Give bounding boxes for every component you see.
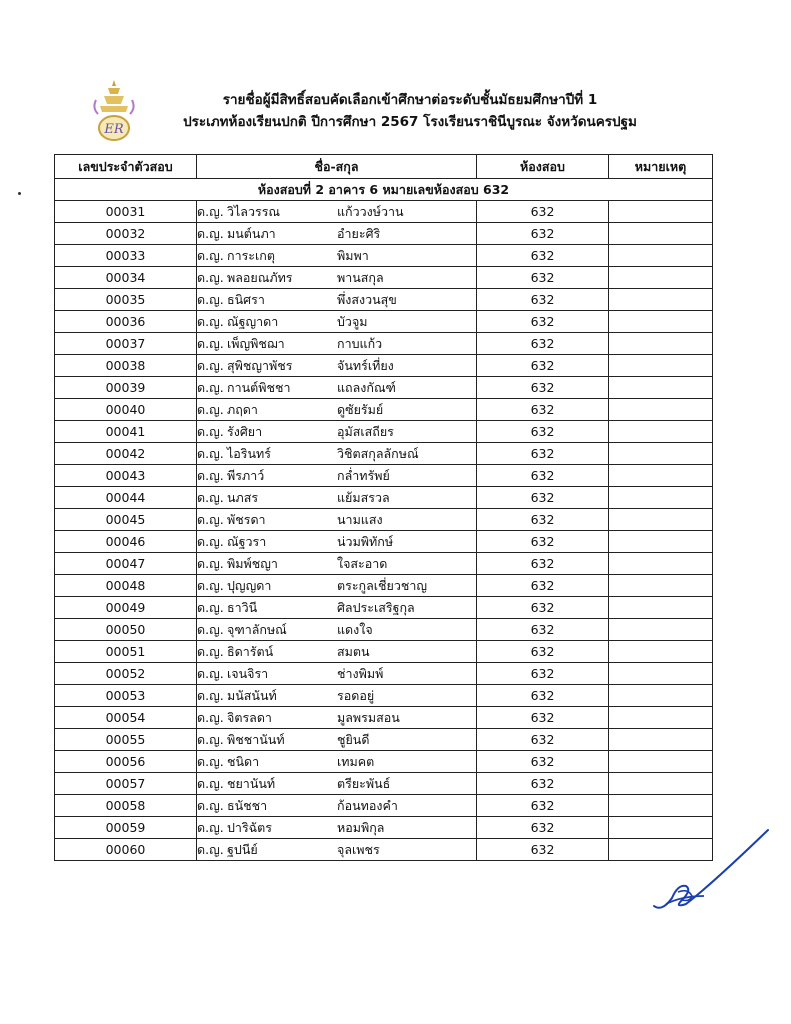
- room-cell: 632: [477, 223, 609, 245]
- last-name: สมตน: [337, 644, 370, 659]
- name-prefix: ด.ญ.: [197, 402, 224, 417]
- table-row: [55, 531, 713, 553]
- last-name: ดูซัยรัมย์: [337, 402, 384, 417]
- remark-cell: [609, 289, 713, 311]
- school-crest-icon: [92, 78, 136, 144]
- room-cell: 632: [477, 839, 609, 861]
- name-cell: [197, 487, 477, 509]
- name-cell: [197, 751, 477, 773]
- section-label: ห้องสอบที่ 2 อาคาร 6 หมายเลขห้องสอบ 632: [55, 179, 713, 201]
- first-name: มนัสนันท์: [227, 688, 277, 703]
- room-cell: 632: [477, 201, 609, 223]
- exam-id-cell: 00041: [55, 421, 197, 443]
- exam-id-cell: 00036: [55, 311, 197, 333]
- name-prefix: ด.ญ.: [197, 490, 224, 505]
- name-cell: [197, 619, 477, 641]
- room-cell: 632: [477, 553, 609, 575]
- room-cell: 632: [477, 443, 609, 465]
- remark-cell: [609, 201, 713, 223]
- table-row: [55, 707, 713, 729]
- exam-id-cell: 00047: [55, 553, 197, 575]
- name-cell: [197, 663, 477, 685]
- exam-id-cell: 00032: [55, 223, 197, 245]
- table-row: [55, 729, 713, 751]
- name-cell: [197, 641, 477, 663]
- first-name: ธิดารัตน์: [227, 644, 274, 659]
- table-row: [55, 377, 713, 399]
- first-name: รังศิยา: [227, 424, 263, 439]
- name-prefix: ด.ญ.: [197, 820, 224, 835]
- first-name: พัชรดา: [227, 512, 266, 527]
- remark-cell: [609, 751, 713, 773]
- name-prefix: ด.ญ.: [197, 468, 224, 483]
- room-cell: 632: [477, 773, 609, 795]
- table-row: [55, 663, 713, 685]
- name-prefix: ด.ญ.: [197, 534, 224, 549]
- name-cell: [197, 289, 477, 311]
- last-name: พานสกุล: [337, 270, 384, 285]
- table-row: [55, 795, 713, 817]
- name-cell: [197, 509, 477, 531]
- remark-cell: [609, 333, 713, 355]
- name-cell: [197, 575, 477, 597]
- exam-id-cell: 00058: [55, 795, 197, 817]
- table-row: [55, 201, 713, 223]
- exam-id-cell: 00054: [55, 707, 197, 729]
- last-name: อำยะศิริ: [337, 226, 381, 241]
- room-cell: 632: [477, 575, 609, 597]
- name-prefix: ด.ญ.: [197, 314, 224, 329]
- last-name: วิชิตสกุลลักษณ์: [337, 446, 419, 461]
- remark-cell: [609, 685, 713, 707]
- first-name: ภฤดา: [227, 402, 258, 417]
- exam-id-cell: 00034: [55, 267, 197, 289]
- name-cell: [197, 399, 477, 421]
- table-row: [55, 751, 713, 773]
- name-prefix: ด.ญ.: [197, 776, 224, 791]
- table-row: [55, 443, 713, 465]
- name-prefix: ด.ญ.: [197, 688, 224, 703]
- room-cell: 632: [477, 465, 609, 487]
- room-cell: 632: [477, 663, 609, 685]
- exam-id-cell: 00042: [55, 443, 197, 465]
- last-name: กาบแก้ว: [337, 336, 383, 351]
- remark-cell: [609, 663, 713, 685]
- remark-cell: [609, 553, 713, 575]
- room-cell: 632: [477, 531, 609, 553]
- remark-cell: [609, 377, 713, 399]
- room-cell: 632: [477, 399, 609, 421]
- exam-id-cell: 00044: [55, 487, 197, 509]
- remark-cell: [609, 509, 713, 531]
- first-name: นภสร: [227, 490, 259, 505]
- first-name: เจนจิรา: [227, 666, 269, 681]
- room-cell: 632: [477, 817, 609, 839]
- name-cell: [197, 245, 477, 267]
- last-name: เทมคต: [337, 754, 375, 769]
- first-name: พีรภาว์: [227, 468, 265, 483]
- table-row: [55, 575, 713, 597]
- name-prefix: ด.ญ.: [197, 754, 224, 769]
- svg-text:ER: ER: [104, 122, 124, 137]
- name-cell: [197, 333, 477, 355]
- name-cell: [197, 267, 477, 289]
- remark-cell: [609, 355, 713, 377]
- first-name: พิมพ์ชญา: [227, 556, 278, 571]
- room-cell: 632: [477, 289, 609, 311]
- table-row: [55, 355, 713, 377]
- name-cell: [197, 553, 477, 575]
- name-prefix: ด.ญ.: [197, 292, 224, 307]
- last-name: ใจสะอาด: [337, 556, 388, 571]
- exam-id-cell: 00031: [55, 201, 197, 223]
- table-row: [55, 685, 713, 707]
- remark-cell: [609, 267, 713, 289]
- name-prefix: ด.ญ.: [197, 204, 224, 219]
- table-row: [55, 509, 713, 531]
- table-row: [55, 399, 713, 421]
- last-name: มูลพรมสอน: [337, 710, 400, 725]
- first-name: มนต์นภา: [227, 226, 276, 241]
- last-name: กล่ำทรัพย์: [337, 468, 390, 483]
- name-cell: [197, 443, 477, 465]
- name-prefix: ด.ญ.: [197, 556, 224, 571]
- exam-id-cell: 00040: [55, 399, 197, 421]
- room-cell: 632: [477, 795, 609, 817]
- room-cell: 632: [477, 245, 609, 267]
- room-cell: 632: [477, 267, 609, 289]
- name-cell: [197, 421, 477, 443]
- last-name: จุลเพชร: [337, 842, 380, 857]
- name-cell: [197, 223, 477, 245]
- room-cell: 632: [477, 597, 609, 619]
- exam-id-cell: 00055: [55, 729, 197, 751]
- remark-cell: [609, 575, 713, 597]
- exam-id-cell: 00035: [55, 289, 197, 311]
- exam-id-cell: 00050: [55, 619, 197, 641]
- remark-cell: [609, 729, 713, 751]
- name-prefix: ด.ญ.: [197, 666, 224, 681]
- name-prefix: ด.ญ.: [197, 798, 224, 813]
- name-cell: [197, 839, 477, 861]
- first-name: วิไลวรรณ: [227, 204, 281, 219]
- name-prefix: ด.ญ.: [197, 710, 224, 725]
- name-prefix: ด.ญ.: [197, 600, 224, 615]
- name-prefix: ด.ญ.: [197, 512, 224, 527]
- name-cell: [197, 795, 477, 817]
- column-header-remark: หมายเหตุ: [609, 155, 713, 179]
- first-name: ฐปนีย์: [227, 842, 258, 857]
- section-row: [55, 179, 713, 201]
- room-cell: 632: [477, 377, 609, 399]
- last-name: ช่างพิมพ์: [337, 666, 384, 681]
- last-name: นามแสง: [337, 512, 383, 527]
- first-name: พิชชานันท์: [227, 732, 285, 747]
- table-row: [55, 597, 713, 619]
- exam-id-cell: 00038: [55, 355, 197, 377]
- table-row: [55, 421, 713, 443]
- remark-cell: [609, 487, 713, 509]
- remark-cell: [609, 641, 713, 663]
- first-name: ปาริฉัตร: [227, 820, 273, 835]
- first-name: กานต์พิชชา: [227, 380, 291, 395]
- first-name: ณัฐญาดา: [227, 314, 279, 329]
- table-row: [55, 839, 713, 861]
- exam-id-cell: 00049: [55, 597, 197, 619]
- name-prefix: ด.ญ.: [197, 446, 224, 461]
- exam-id-cell: 00053: [55, 685, 197, 707]
- first-name: ชยานันท์: [227, 776, 276, 791]
- room-cell: 632: [477, 509, 609, 531]
- document-title: รายชื่อผู้มีสิทธิ์สอบคัดเลือกเข้าศึกษาต่อระดับชั้นมัธยมศึกษาปีที่ 1: [222, 92, 598, 108]
- name-cell: [197, 355, 477, 377]
- remark-cell: [609, 245, 713, 267]
- table-row: [55, 817, 713, 839]
- name-cell: [197, 707, 477, 729]
- first-name: การะเกตุ: [227, 248, 275, 263]
- name-cell: [197, 685, 477, 707]
- exam-id-cell: 00037: [55, 333, 197, 355]
- last-name: จันทร์เที่ยง: [337, 358, 394, 373]
- name-prefix: ด.ญ.: [197, 336, 224, 351]
- last-name: พิมพา: [337, 248, 369, 263]
- exam-id-cell: 00048: [55, 575, 197, 597]
- name-prefix: ด.ญ.: [197, 622, 224, 637]
- last-name: พึ่งสงวนสุข: [337, 292, 397, 307]
- last-name: น่วมพิทักษ์: [337, 534, 394, 549]
- name-prefix: ด.ญ.: [197, 248, 224, 263]
- remark-cell: [609, 795, 713, 817]
- remark-cell: [609, 311, 713, 333]
- last-name: ก้อนทองคำ: [337, 798, 398, 813]
- remark-cell: [609, 399, 713, 421]
- name-prefix: ด.ญ.: [197, 842, 224, 857]
- signature-icon: [652, 826, 772, 916]
- table-row: [55, 245, 713, 267]
- last-name: แดงใจ: [337, 622, 373, 637]
- column-header-name: ชื่อ-สกุล: [197, 155, 477, 179]
- first-name: ธาวินี: [227, 600, 258, 615]
- last-name: อุมัสเสถียร: [337, 424, 394, 439]
- name-prefix: ด.ญ.: [197, 732, 224, 747]
- name-cell: [197, 729, 477, 751]
- room-cell: 632: [477, 641, 609, 663]
- first-name: ไอรินทร์: [227, 446, 272, 461]
- column-header-room: ห้องสอบ: [477, 155, 609, 179]
- table-row: [55, 289, 713, 311]
- exam-id-cell: 00045: [55, 509, 197, 531]
- table-row: [55, 223, 713, 245]
- table-row: [55, 333, 713, 355]
- exam-id-cell: 00052: [55, 663, 197, 685]
- last-name: แก้ววงษ์วาน: [337, 204, 404, 219]
- room-cell: 632: [477, 355, 609, 377]
- remark-cell: [609, 773, 713, 795]
- scan-speck: [18, 192, 21, 195]
- room-cell: 632: [477, 619, 609, 641]
- first-name: ธนัชชา: [227, 798, 268, 813]
- exam-id-cell: 00039: [55, 377, 197, 399]
- remark-cell: [609, 223, 713, 245]
- remark-cell: [609, 421, 713, 443]
- first-name: ณัฐวรา: [227, 534, 267, 549]
- name-cell: [197, 377, 477, 399]
- remark-cell: [609, 619, 713, 641]
- name-prefix: ด.ญ.: [197, 644, 224, 659]
- name-cell: [197, 311, 477, 333]
- remark-cell: [609, 597, 713, 619]
- first-name: ชนิดา: [227, 754, 260, 769]
- first-name: พลอยณภัทร: [227, 270, 293, 285]
- first-name: เพ็ญพิชฌา: [227, 336, 285, 351]
- room-cell: 632: [477, 311, 609, 333]
- exam-id-cell: 00059: [55, 817, 197, 839]
- document-subtitle: ประเภทห้องเรียนปกติ ปีการศึกษา 2567 โรงเรียนราชินีบูรณะ จังหวัดนครปฐม: [183, 114, 637, 130]
- table-row: [55, 619, 713, 641]
- exam-id-cell: 00046: [55, 531, 197, 553]
- candidate-table: [54, 154, 713, 861]
- name-cell: [197, 201, 477, 223]
- last-name: ศิลประเสริฐกุล: [337, 600, 415, 615]
- name-prefix: ด.ญ.: [197, 358, 224, 373]
- name-prefix: ด.ญ.: [197, 226, 224, 241]
- remark-cell: [609, 531, 713, 553]
- last-name: แถลงกัณฑ์: [337, 380, 396, 395]
- last-name: บัวจูม: [337, 314, 368, 329]
- name-cell: [197, 465, 477, 487]
- table-row: [55, 267, 713, 289]
- exam-id-cell: 00060: [55, 839, 197, 861]
- table-row: [55, 553, 713, 575]
- last-name: แย้มสรวล: [337, 490, 390, 505]
- last-name: หอมพิกุล: [337, 820, 385, 835]
- table-row: [55, 465, 713, 487]
- first-name: ปุญญดา: [227, 578, 272, 593]
- name-prefix: ด.ญ.: [197, 424, 224, 439]
- table-row: [55, 487, 713, 509]
- first-name: ธนิศรา: [227, 292, 265, 307]
- name-cell: [197, 773, 477, 795]
- room-cell: 632: [477, 707, 609, 729]
- exam-id-cell: 00057: [55, 773, 197, 795]
- column-header-exam-id: เลขประจำตัวสอบ: [55, 155, 197, 179]
- exam-id-cell: 00051: [55, 641, 197, 663]
- remark-cell: [609, 707, 713, 729]
- name-prefix: ด.ญ.: [197, 578, 224, 593]
- exam-id-cell: 00056: [55, 751, 197, 773]
- room-cell: 632: [477, 729, 609, 751]
- exam-id-cell: 00033: [55, 245, 197, 267]
- room-cell: 632: [477, 333, 609, 355]
- last-name: รอดอยู่: [337, 688, 375, 703]
- table-row: [55, 773, 713, 795]
- first-name: จุฑาลักษณ์: [227, 622, 287, 637]
- room-cell: 632: [477, 685, 609, 707]
- table-header-row: [55, 155, 713, 179]
- name-prefix: ด.ญ.: [197, 270, 224, 285]
- name-cell: [197, 817, 477, 839]
- first-name: จิตรลดา: [227, 710, 272, 725]
- remark-cell: [609, 465, 713, 487]
- name-cell: [197, 531, 477, 553]
- last-name: ชูยินดี: [337, 732, 370, 747]
- last-name: ตระกูลเชี่ยวชาญ: [337, 578, 428, 593]
- last-name: ตรียะพันธ์: [337, 776, 391, 791]
- exam-id-cell: 00043: [55, 465, 197, 487]
- room-cell: 632: [477, 751, 609, 773]
- room-cell: 632: [477, 487, 609, 509]
- name-prefix: ด.ญ.: [197, 380, 224, 395]
- remark-cell: [609, 443, 713, 465]
- table-row: [55, 641, 713, 663]
- table-row: [55, 311, 713, 333]
- first-name: สุพิชญาพัชร: [227, 358, 293, 373]
- name-cell: [197, 597, 477, 619]
- room-cell: 632: [477, 421, 609, 443]
